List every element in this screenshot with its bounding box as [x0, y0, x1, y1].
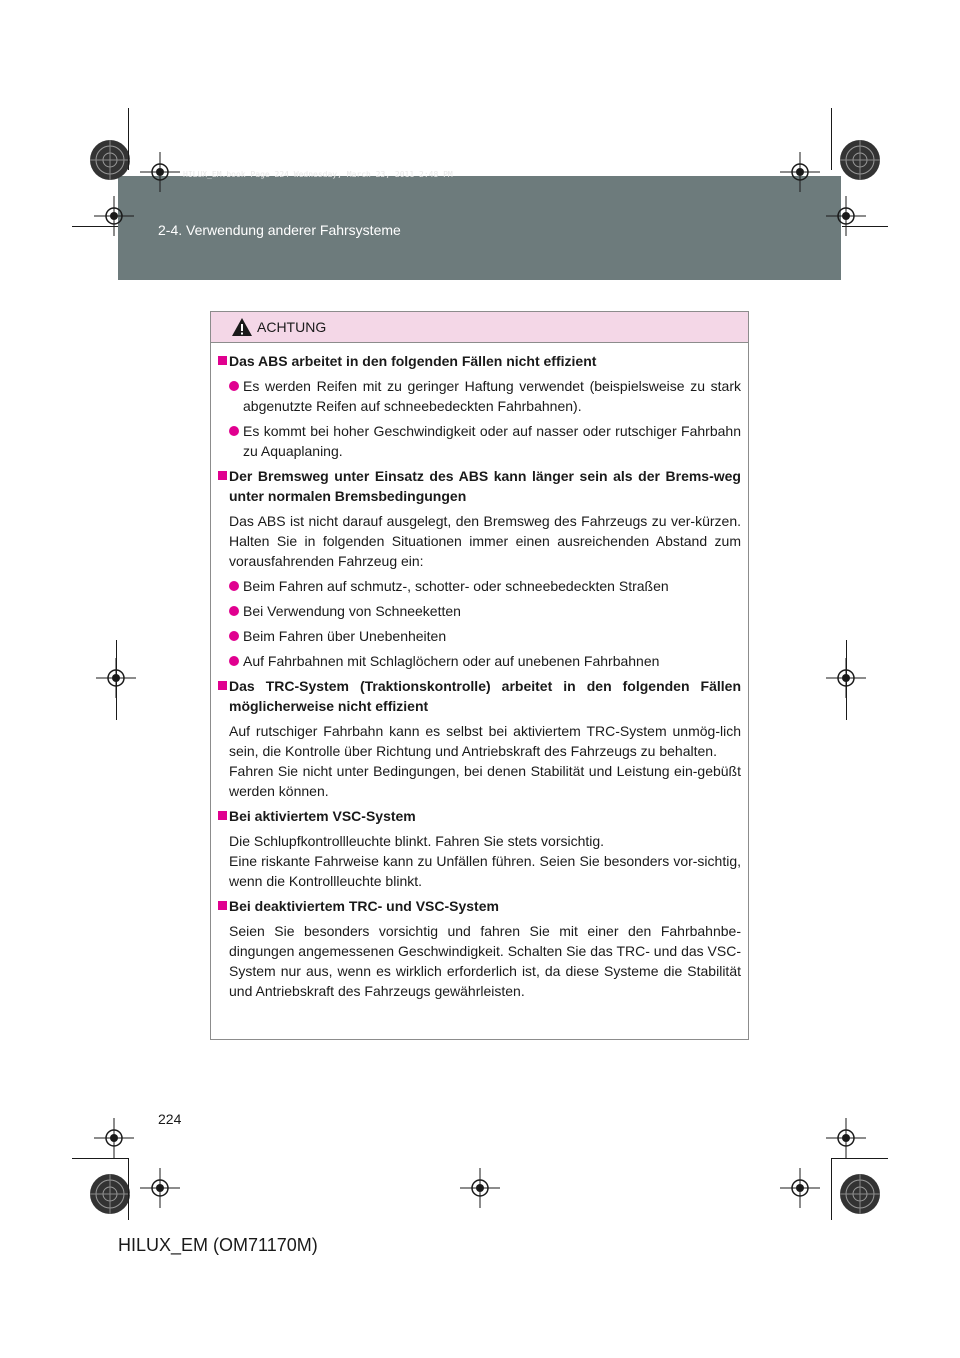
crop-mark — [832, 1158, 888, 1159]
paragraph — [218, 721, 741, 801]
book-print-stamp: HILUX_EM.book Page 224 Wednesday, March 23, 2011 2:48 PM — [183, 170, 453, 179]
round-bullet-icon — [229, 581, 239, 591]
square-bullet-icon — [218, 811, 227, 820]
registration-mark-icon — [838, 138, 882, 182]
crosshair-target-icon — [460, 1168, 500, 1208]
square-bullet-icon — [218, 681, 227, 690]
round-bullet-icon — [229, 631, 239, 641]
crop-mark — [128, 1158, 129, 1220]
registration-mark-icon — [88, 1172, 132, 1216]
section-heading: Das ABS arbeitet in den folgenden Fällen nicht effizient — [218, 351, 741, 371]
crosshair-target-icon — [94, 1118, 134, 1158]
crosshair-target-icon — [94, 196, 134, 236]
section-heading: Bei aktiviertem VSC-System — [218, 806, 741, 826]
crosshair-target-icon — [780, 1168, 820, 1208]
warning-title: ACHTUNG — [257, 319, 327, 335]
crop-mark — [116, 640, 117, 720]
square-bullet-icon — [218, 356, 227, 365]
crosshair-target-icon — [780, 152, 820, 192]
registration-mark-icon — [88, 138, 132, 182]
crosshair-target-icon — [826, 196, 866, 236]
section-heading: Bei deaktiviertem TRC- und VSC-System — [218, 896, 741, 916]
paragraph-line: Fahren Sie nicht unter Bedingungen, bei denen Stabilität und Leistung ein-gebüßt werden können. — [229, 763, 741, 799]
document-code: HILUX_EM (OM71170M) — [118, 1235, 318, 1255]
warning-triangle-icon — [231, 317, 253, 337]
list-item: Auf Fahrbahnen mit Schlaglöchern oder auf unebenen Fahrbahnen — [218, 651, 741, 671]
section-heading: Das TRC-System (Traktionskontrolle) arbeitet in den folgenden Fällen möglicherweise nicht effizient — [218, 676, 741, 716]
registration-mark-icon — [838, 1172, 882, 1216]
round-bullet-icon — [229, 381, 239, 391]
crop-mark — [842, 226, 888, 227]
crop-mark — [846, 640, 847, 720]
list-item: Bei Verwendung von Schneeketten — [218, 601, 741, 621]
round-bullet-icon — [229, 656, 239, 666]
paragraph-line: Eine riskante Fahrweise kann zu Unfällen führen. Seien Sie besonders vor-sichtig, wenn die Kontrollleuchte blinkt. — [229, 853, 741, 889]
crop-mark — [831, 1158, 832, 1220]
list-item: Es werden Reifen mit zu geringer Haftung verwendet (beispielsweise zu stark abgenutzte Reifen auf schneebedeckten Fahrbahnen). — [218, 376, 741, 416]
warning-header — [211, 312, 748, 343]
list-item: Es kommt bei hoher Geschwindigkeit oder auf nasser oder rutschiger Fahrbahn zu Aquaplaning. — [218, 421, 741, 461]
paragraph-line: Auf rutschiger Fahrbahn kann es selbst bei aktiviertem TRC-System unmög-lich sein, die Kontrolle über Richtung und Antriebskraft des Fahrzeugs zu behalten. — [229, 723, 741, 759]
page-number: 224 — [158, 1111, 182, 1127]
crop-mark — [128, 108, 129, 170]
crosshair-target-icon — [140, 152, 180, 192]
crop-mark — [72, 1158, 128, 1159]
paragraph: Das ABS ist nicht darauf ausgelegt, den Bremsweg des Fahrzeugs zu ver-kürzen. Halten Sie in folgenden Situationen immer einen ausreichenden Abstand zum vorausfahrenden Fahrzeug ein: — [229, 513, 741, 569]
warning-box — [210, 311, 749, 1040]
section-heading: Der Bremsweg unter Einsatz des ABS kann länger sein als der Brems-weg unter normalen Bremsbedingungen — [218, 466, 741, 506]
list-item: Beim Fahren auf schmutz-, schotter- oder schneebedeckten Straßen — [218, 576, 741, 596]
crosshair-target-icon — [826, 1118, 866, 1158]
list-item: Beim Fahren über Unebenheiten — [218, 626, 741, 646]
square-bullet-icon — [218, 901, 227, 910]
paragraph-line: Die Schlupfkontrollleuchte blinkt. Fahren Sie stets vorsichtig. — [229, 833, 605, 849]
round-bullet-icon — [229, 606, 239, 616]
section-title: 2-4. Verwendung anderer Fahrsysteme — [158, 222, 401, 238]
warning-body — [211, 343, 748, 1001]
paragraph — [218, 831, 741, 891]
crop-mark — [831, 108, 832, 170]
paragraph: Seien Sie besonders vorsichtig und fahren Sie mit einer den Fahrbahnbe-dingungen angemessenen Geschwindigkeit. Schalten Sie das TRC- und das VSC-System nur aus, wenn es wirklich erforderlich ist, da diese Systeme die Stabilität und Antriebskraft des Fahrzeugs gewährleisten. — [229, 923, 741, 999]
crop-mark — [72, 226, 118, 227]
round-bullet-icon — [229, 426, 239, 436]
square-bullet-icon — [218, 471, 227, 480]
crosshair-target-icon — [140, 1168, 180, 1208]
